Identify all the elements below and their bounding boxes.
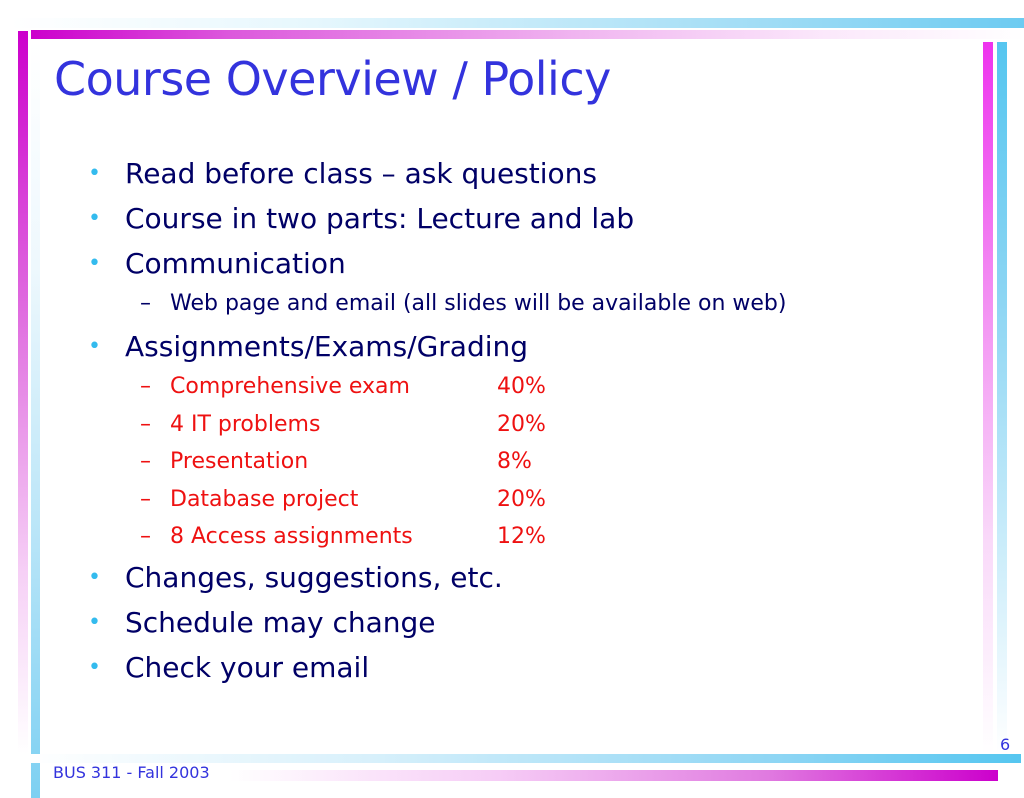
top-magenta-bar [31, 30, 1024, 39]
bullet-dot-icon: • [88, 610, 101, 635]
grading-item: 8 Access assignments [170, 524, 413, 549]
bottom-magenta-bar [230, 770, 998, 781]
dash-icon: – [140, 412, 151, 437]
grading-item: Comprehensive exam [170, 374, 410, 399]
bullet-text: Schedule may change [125, 606, 436, 639]
right-magenta-bar [983, 42, 993, 754]
left-cyan-bar [31, 40, 40, 798]
grading-weight: 40% [497, 374, 546, 399]
bullet-dot-icon: • [88, 206, 101, 231]
grading-item: 4 IT problems [170, 412, 321, 437]
grading-item: Presentation [170, 449, 309, 474]
left-magenta-bar [18, 31, 28, 754]
bullet-text: Check your email [125, 651, 370, 684]
dash-icon: – [140, 524, 151, 549]
dash-icon: – [140, 291, 151, 316]
bullet-dot-icon: • [88, 161, 101, 186]
bullet-text: Communication [125, 247, 346, 280]
sub-item-text: Web page and email (all slides will be available on web) [170, 291, 787, 316]
slide-number: 6 [1000, 735, 1011, 754]
right-cyan-bar [997, 42, 1007, 754]
bullet-dot-icon: • [88, 251, 101, 276]
grading-weight: 12% [497, 524, 546, 549]
dash-icon: – [140, 449, 151, 474]
grading-item: Database project [170, 487, 359, 512]
footer-course-label: BUS 311 - Fall 2003 [53, 763, 210, 782]
slide-title: Course Overview / Policy [54, 52, 611, 106]
dash-icon: – [140, 487, 151, 512]
grading-weight: 8% [497, 449, 532, 474]
grading-weight: 20% [497, 487, 546, 512]
bullet-dot-icon: • [88, 655, 101, 680]
top-cyan-bar [10, 18, 1024, 28]
bullet-dot-icon: • [88, 334, 101, 359]
bullet-text: Read before class – ask questions [125, 157, 597, 190]
dash-icon: – [140, 374, 151, 399]
bottom-cyan-bar [28, 754, 1021, 763]
bullet-text: Course in two parts: Lecture and lab [125, 202, 635, 235]
bullet-text: Assignments/Exams/Grading [125, 330, 529, 363]
bullet-text: Changes, suggestions, etc. [125, 561, 503, 594]
bullet-dot-icon: • [88, 565, 101, 590]
grading-weight: 20% [497, 412, 546, 437]
